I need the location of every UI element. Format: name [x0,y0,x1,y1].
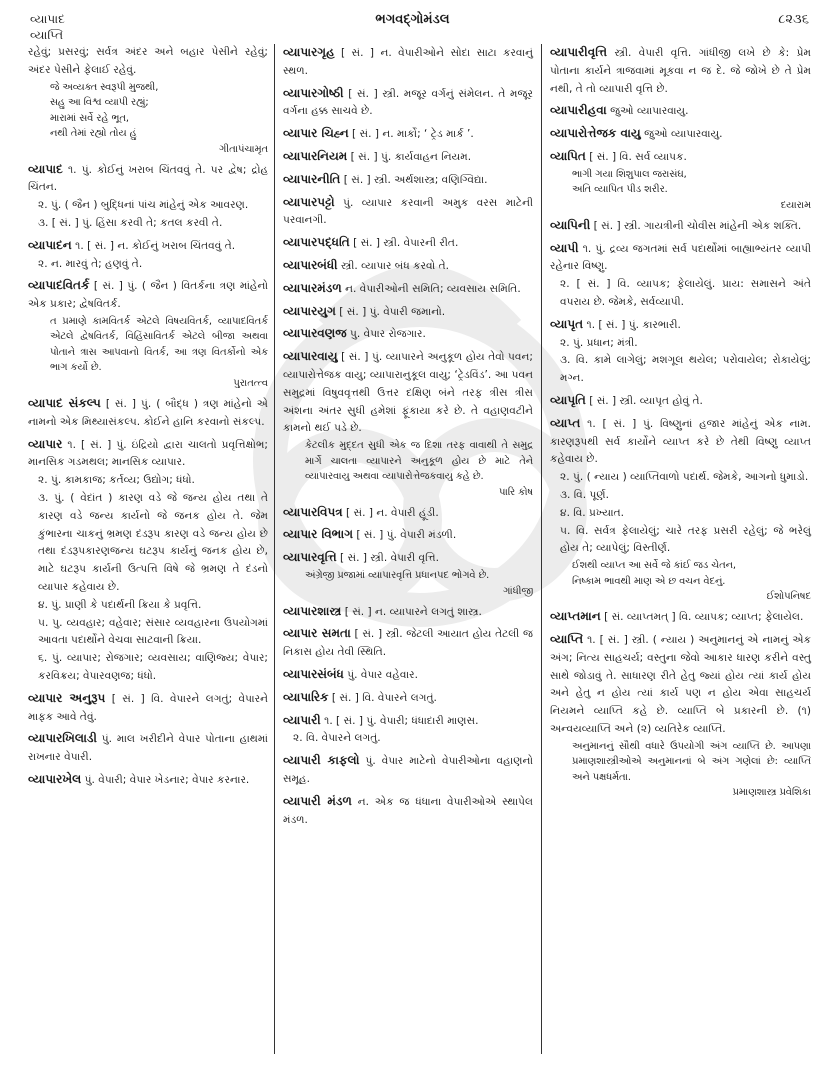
dictionary-entry [283,325,533,344]
definition [28,161,268,198]
definition [550,125,811,144]
dictionary-entry [283,280,533,299]
column-2 [274,44,542,1054]
headword: વ્યાપારવાયુ [283,349,338,364]
citation-source: ઈશોપનિષદ [766,591,811,603]
definition [550,415,811,469]
definition-text: [ સં. ] સ્ત્રી. જેટલી આયાત હોય તેટલી જ નિકાસ હોય તેવી સ્થિતિ. [283,628,533,659]
definition-text: ન. એક જ ધંધાના વેપારીઓએ સ્થાપેલ મંડળ. [283,795,533,826]
definition [28,436,268,473]
dictionary-entry [283,234,533,253]
definition-text: [ સં. ] પું. વેપારી જમાનો. [339,305,446,318]
dictionary-entry [550,44,811,98]
definition [28,771,268,790]
headword: વ્યાપારી કાફલો [283,753,360,768]
headword: વ્યાપારપદ્ધતિ [283,235,350,250]
citation-source: ગાંધીજી [503,585,533,597]
definition-text: [ સં. ] સ્ત્રી. વ્યાપૃત હોવું તે. [589,394,703,407]
sense: ૫. પુ. વ્યવહાર; વહેવાર; સંસાર વ્યવહારના ઉપયોગમાં આવતા પદાર્થોને વેચવા સાટવાની ક્રિયા. [38,616,268,647]
dictionary-entry [283,666,533,685]
headword: વ્યાપાર સમતા [283,626,351,641]
definition [550,316,811,335]
dictionary-entry [550,217,811,236]
headword: વ્યાપ્ત [550,415,581,430]
dictionary-entry [283,603,533,622]
headword: વ્યાપાર અનુરૂપ [28,690,106,705]
sense: ૨. [ સં. ] વિ. વ્યાપક; ફેલાયેલું. પ્રાય: સમાસને અંતે વપરાય છે. જેમકે, સર્વવ્યાપી. [560,278,811,308]
quote-line: નિષ્કામ ભાવથી માણ એ છ વચન વેદનું. [572,575,726,587]
dictionary-entry [283,712,533,749]
quote-line: અનુમાનનું સૌથી વધારે ઉપયોગી અંગ વ્યાપ્તિ છે. આપણા પ્રમાણશાસ્ત્રીઓએ અનુમાનનાં બે અંગ ગણેલાં છે: વ્યાપ્તિ અને પક્ષધર્મતા. [572,740,811,783]
dictionary-entry [283,625,533,662]
definition-text: પું. માલ ખરીદીને વેપાર પોતાના હાથમાં રાખનાર વેપારી. [28,733,268,764]
dictionary-entry [283,125,533,144]
definition-text: [ સં. ] વિ. વેપારને લગતું. [331,691,437,704]
dictionary-entry [283,44,533,81]
headword: વ્યાપારવિપત્ર [283,504,343,519]
definition [283,712,533,731]
dictionary-entry [28,277,268,391]
definition-text: [ સં. ] પું. વેપારી મંડળી. [356,529,457,542]
definition-text: [ સં. ] સ્ત્રી. ગાયત્રીની ચોવીસ માંહેની એક શક્તિ. [593,219,802,232]
definition-text: [ સં. ] વિ. સર્વ વ્યાપક. [589,150,687,163]
headword: વ્યાપાર ચિહ્ન [283,126,349,141]
definition-text: [ સં. ] પું. ( બૌદ્ધ ) ત્રણ માંહેનો એ નામનો એક મિથ્યાસંકલ્પ. કોઈને હાનિ કરવાનો સંકલ્પ. [28,397,268,428]
citation-source: પારિ કોષ [499,486,533,498]
dictionary-entry [28,690,268,727]
dictionary-entry [550,392,811,411]
citation-source: ગીતાપંચામૃત [219,143,268,155]
dictionary-entry [283,85,533,122]
headword: વ્યાપારનીતિ [283,171,341,186]
headword: વ્યાપારનિયમ [283,148,348,163]
headword: વ્યાપારખેલ [28,771,82,786]
definition-text: [ સં. ] ન. વેપારી હૂંડી. [346,506,439,519]
definition-text: પું. વેપાર વહેવાર. [347,668,418,681]
definition-text: સ્ત્રી. વ્યાપાર બંધ કરવો તે. [340,259,450,272]
headword: વ્યાપારગોષ્ઠી [283,85,344,100]
definition-text: પું. વેપારી; વેપાર ખેડનાર; વેપાર કરનાર. [84,773,250,786]
headword: વ્યાપારસંબંધ [283,666,344,681]
quote-line: નથી તેમાં રહ્યો તોય હું [50,128,137,140]
citation-quote [572,558,811,589]
headword: વ્યાપારમંડળ [283,280,342,295]
definition-text: [ સં. ] સ્ત્રી. વેપારની રીત. [353,237,459,250]
definition-text: [ સં. ] ન. વેપારીઓને સોદા સાટા કરવાનું સ્થળ. [283,47,533,77]
headword: વ્યાપાદન [28,237,72,252]
definition-text: ૧. [ સં. ] ન. કોઈનું ખરાબ ચિંતવવું તે. [75,239,236,252]
sense: ૨. પું. પ્રધાન; મંત્રી. [560,336,638,349]
dictionary-entry [283,257,533,276]
dictionary-entry [283,526,533,545]
definition-text: જુઓ વ્યાપારવાયુ. [610,105,689,118]
quote-line: ત પ્રમાણે કામવિતર્ક એટલે વિષયવિતર્ક, વ્યાપાદવિતર્ક એટલે દ્વેષવિતર્ક, વિહિંસાવિતર્ક એટલે બીજા અથવા પોતાને ત્રાસ આપવાનો વિતર્ક, આ ત્રણ વિતર્કોનો એક ભાગ કર્યો છે. [50,315,268,374]
headword: વ્યાપી [550,240,579,255]
quote-line: ભાગી ગયા શિશુપાલ જરાસંઘ, [572,168,687,180]
dictionary-entry [550,125,811,144]
definition-text: જુઓ વ્યાપારવાયુ. [644,128,723,141]
headword: વ્યાપારીહવા [550,103,607,118]
headword: વ્યાપારી [283,712,321,727]
definition [283,85,533,122]
citation-quote [572,739,811,786]
headword: વ્યાપિત [550,148,586,163]
dictionary-entry [28,730,268,767]
sense: ૨. વિ. વેપારને લગતું. [293,732,381,745]
definition [28,237,268,256]
dictionary-entry [28,44,268,157]
dictionary-entry [550,102,811,121]
dictionary-entry [550,240,811,312]
headword: વ્યાપારશાસ્ત્ર [283,603,342,618]
headword: વ્યાપાદ [28,161,63,176]
quote-line: મારામાં સર્વે રહે ભૂત, [50,112,129,124]
definition [283,257,533,276]
definition-text: [ સં. વ્યાપ્તમત્ ] વિ. વ્યાપક; વ્યાપ્ત; ફેલાયેલ. [604,611,804,624]
headword: વ્યાપાદ સંકલ્પ [28,395,101,410]
column-1 [22,44,274,1059]
definition [283,793,533,830]
citation-quote [305,568,533,584]
definition [283,348,533,438]
definition [550,240,811,277]
sense: ૨. પું. ( જૈન ) બુદ્ધિનાં પાંચ માંહેનું એક આવરણ. [38,199,249,212]
definition [283,526,533,545]
running-title: ભગવદ્ગોમંડલ [375,12,450,27]
sense: ૬. પું. વ્યાપાર; રોજગાર; વ્યવસાય; વાણિજ્ય; વેપાર; કરવિક્રય; વેપારવણજ; ધંધો. [38,652,268,682]
dictionary-entry [28,436,268,686]
definition [28,730,268,767]
dictionary-entry [283,689,533,708]
dictionary-entry [283,793,533,830]
headword: વ્યાપારવણજ [283,326,347,341]
definition [550,44,811,98]
headword: વ્યાપૃત [550,316,584,331]
dictionary-entry [28,161,268,233]
citation-quote [305,438,533,485]
definition [283,125,533,144]
headword: વ્યાપાદવિતર્ક [28,278,90,293]
definition-text: ન. વેપારીઓની સમિતિ; વ્યવસાય સમિતિ. [345,282,521,295]
definition [283,234,533,253]
quote-line: જે અવ્યક્ત સ્વરૂપી મુજથી, [50,81,159,93]
definition [283,280,533,299]
headword: વ્યાપારી મંડળ [283,793,352,808]
definition-text: ૧. [ સં. ] પું. વેપારી; ધંધાદારી માણસ. [324,714,479,727]
headword: વ્યાપારોત્તેજક વાયુ [550,126,641,141]
sense: ૨. પું. ( ન્યાય ) વ્યાપ્તિવાળો પદાર્થ. જેમકે, આગનો ધુમાડો. [560,471,809,484]
headword: વ્યાપૃતિ [550,392,586,407]
definition-text: [ સં. ] પું. ( જૈન ) વિતર્કના ત્રણ માંહેનો એક પ્રકાર; દ્વેષવિતર્ક. [28,280,268,311]
definition [283,603,533,622]
sense: ૨. ન. મારવું તે; હણવું તે. [38,257,143,270]
definition [283,666,533,685]
definition [283,44,533,81]
citation-source: પ્રમાણશાસ્ત્ર પ્રવેશિકા [732,787,811,799]
headword: વ્યાપારયુગ [283,303,336,318]
page-header [0,0,825,40]
quote-line: અંગ્રેજી પ્રજામાં વ્યાપારવૃત્તિ પ્રધાનપદ ભોગવે છે. [305,570,490,582]
quote-line: ઈશથી વ્યાપ્ત આ સર્વે જે કાંઈ જડ ચેતન, [572,560,737,572]
dictionary-entry [283,348,533,499]
headword: વ્યાપાર [28,436,63,451]
guide-word-last: વ્યાપ્તિ [30,28,64,42]
definition-text: સ્ત્રી. વેપારી વૃત્તિ. ગાંધીજી લખે છે કે: પ્રેમ પોતાના કાર્યને ત્રાજવામાં મૂકવા ન જ દે. જે જોખે છે તે પ્રેમ નથી, તે તો વ્યાપારી વૃત્તિ છે. [550,47,811,95]
headword: વ્યાપારબંધી [283,257,338,272]
definition [283,549,533,568]
definition [550,392,811,411]
guide-word-first: વ્યાપાદ [30,12,65,26]
sense: ૩. પું. ( વેદાંત ) કારણ વડે જે જન્ય હોય તથા તે કારણ વડે જન્ય કાર્યનો જે જનક હોય તે. જેમ કુંભારના ચાકનું ભ્રમણ દંડરૂપ કારણ વડે જન્ય હોય છે તથા દંડરૂપકારણજન્ય ઘટરૂપ કાર્યનું જનક હોય છે, માટે ઘટરૂપ કાર્યની ઉત્પત્તિ વિષે જે ભ્રમણ તે દંડનો વ્યાપાર કહેવાય છે. [38,491,268,593]
definition [283,303,533,322]
headword: વ્યાપારવૃત્તિ [283,550,337,565]
definition-text: [ સં. ] સ્ત્રી. વેપારી વૃત્તિ. [340,552,439,565]
dictionary-entry [283,752,533,789]
dictionary-entry [28,395,268,432]
sense: ૪. પું. પ્રાણી કે પદાર્થની ક્રિયા કે પ્રવૃત્તિ. [38,598,202,611]
sense: ૩. વિ. પૂર્ણ. [560,488,609,501]
headword: વ્યાપિની [550,217,591,232]
dictionary-entry [283,148,533,167]
definition-text: ૧. [ સં. ] પું. કારભારી. [586,318,681,331]
definition-text: [ સં. ] વિ. વેપારને લગતું; વેપારને માફક આવે તેવું. [28,692,268,723]
definition-text: પુ. વેપાર રોજગાર. [349,328,426,341]
sense: ૨. પું. કામકાજ; કર્તવ્ય; ઉદ્યોગ; ધંધો. [38,474,195,487]
definition [28,395,268,432]
dictionary-entry [283,194,533,231]
dictionary-entry [550,316,811,388]
definition-text: ૧. [ સં. ] પું. વિષ્ણુનાં હજાર માંહેનું એક નામ. કારણરૂપથી સર્વ કાર્યોને વ્યાપ્ત કરે છે તેથી વિષ્ણુ વ્યાપ્ત કહેવાય છે. [550,417,811,466]
sense: ૩. [ સં. ] પું. હિંસા કરવી તે; કતલ કરવી તે. [38,216,223,229]
quote-line: અતિ વ્યાપિત પીડ શરીર. [572,184,668,196]
headword: વ્યાપારપટ્ટો [283,194,335,209]
definition-text: ૧. પું. કોઈનું ખરાબ ચિંતવવું તે. પર દ્વેષ; દ્રોહ ચિંતન. [28,163,268,194]
page-number: ૮૨૩૬ [778,12,809,27]
headword: વ્યાપારિક [283,689,329,704]
definition [28,44,268,80]
citation-source: પુરાતત્ત્વ [233,377,268,389]
headword: વ્યાપારીવૃત્તિ [550,45,608,59]
definition-text: [ સં. ] સ્ત્રી. મજૂર વર્ગનું સંમેલન. તે મજૂર વર્ગના હક્ક સાચવે છે. [283,87,533,118]
definition [550,608,811,627]
dictionary-entry [550,608,811,627]
definition [283,504,533,523]
dictionary-entry [550,631,811,800]
quote-line: કેટલીક મુદ્દત સુધી એક જ દિશા તરફ વાવાથી તે સમુદ્ર માર્ગે ચાલતા વ્યાપારને અનુકૂળ હોય છે માટે તેને વ્યાપારવાયુ અથવા વ્યાપારોત્તેજકવાયુ કહે છે. [305,440,533,483]
citation-quote [572,167,811,198]
definition [283,325,533,344]
citation-quote [50,80,268,142]
definition [283,752,533,789]
definition-text: [ સં. ] ન. વ્યાપારને લગતું શાસ્ત્ર. [344,605,482,618]
citation-source: દયારામ [780,199,811,211]
headword: વ્યાપ્તિ [550,631,584,646]
headword: વ્યાપારખિલાડી [28,731,97,746]
headword: વ્યાપ્તમાન [550,609,601,624]
definition [283,171,533,190]
definition-text: ૧. પું. દ્રવ્ય જગતમાં સર્વ પદાર્થોમાં બાહ્યાભ્યંતર વ્યાપી રહેનાર વિષ્ણુ. [550,242,811,273]
definition-text: [ સં. ] પું. કાર્યવાહન નિયમ. [350,150,472,163]
dictionary-entry [283,171,533,190]
definition [283,689,533,708]
sense: ૪. વિ. પ્રખ્યાત. [560,506,625,519]
sense: ૫. વિ. સર્વત્ર ફેલાયેલું; ચારે તરફ પ્રસરી રહેલું; જે ભરેલું હોય તે; વ્યાપેલું; વિસ્તીર્ણ. [560,524,811,555]
quote-line: સહુ આ વિશ્વ વ્યાપી રહ્યું; [50,97,149,109]
definition [28,277,268,314]
headword: વ્યાપારગૃહ [283,45,335,59]
definition-text: રહેવું; પ્રસરવું; સર્વત્ર અંદર અને બહાર પેસીને રહેવું; અંદર પેસીને ફેલાઈ રહેવું. [28,46,268,76]
definition-text: પું. વેપાર માટેનો વેપારીઓના વહાણનો સમૂહ. [283,755,533,785]
dictionary-entry [28,237,268,274]
column-3 [542,44,817,1059]
dictionary-entry [550,148,811,213]
definition-text: ૧. [ સં. ] પું. ઇંદ્રિયો દ્વારા ચાલતો પ્રવૃત્તિક્ષોભ; માનસિક ગડમથલ; માનસિક વ્યાપાર. [28,438,268,469]
sense: ૩. વિ. કામે લાગેલું; મશગૂલ થયેલ; પરોવાયેલ; રોકાયેલું; મગ્ન. [560,354,811,385]
citation-quote [50,314,268,376]
dictionary-entry [283,549,533,598]
headword: વ્યાપાર વિભાગ [283,527,353,542]
definition-text: [ સં. ] સ્ત્રી. અર્થશાસ્ત્ર; વણિગ્વિદ્યા. [343,173,488,186]
definition [283,194,533,231]
definition [550,631,811,739]
dictionary-entry [283,504,533,523]
definition-text: પું. વ્યાપાર કરવાની અમુક વરસ માટેની પરવાનગી. [283,196,533,227]
definition [283,148,533,167]
definition [550,217,811,236]
dictionary-entry [283,303,533,322]
definition [283,625,533,662]
definition-text: [ સં. ] પું. વ્યાપારને અનુકૂળ હોય તેવો પવન; વ્યાપારોત્તેજક વાયુ; વ્યાપારાનુકૂલ વાયુ; ‘ટ્રેડવિંડ’. આ પવન સમુદ્રમાં વિષુવવૃત્તથી ઉત્તર દક્ષિણ બંને તરફ ત્રીસ ત્રીસ અંશના અંતર સુધી હમેશાં ફૂંકાયા કરે છે. તે વહાણવટીને કામનો થઈ પડે છે. [283,351,533,435]
dictionary-entry [28,771,268,790]
dictionary-columns [22,44,817,1059]
definition-text: ૧. [ સં. ] સ્ત્રી. ( ન્યાય ) અનુમાનનું એ નામનું એક અંગ; નિત્ય સાહચર્ય; વસ્તુના જેવો આકાર ધારણ કરીને વસ્તુ સાથે જોડાવું તે. સાધારણ રીતે હેતુ જ્યાં હોય ત્યાં કાર્ય હોય અને હેતુ ન હોય ત્યાં કાર્ય પણ ન હોય એવા સાહચર્ય નિયમને વ્યાપ્તિ કહે છે. વ્યાપ્તિ બે પ્રકારની છે. (૧) અન્વયવ્યાપ્તિ અને (૨) વ્યતિરેક વ્યાપ્તિ. [550,633,811,735]
definition [550,148,811,167]
definition [550,102,811,121]
dictionary-entry [550,415,811,604]
definition [28,690,268,727]
definition-text: [ સં. ] ન. માર્કો; ‘ ટ્રેડ માર્ક ’. [352,128,474,141]
